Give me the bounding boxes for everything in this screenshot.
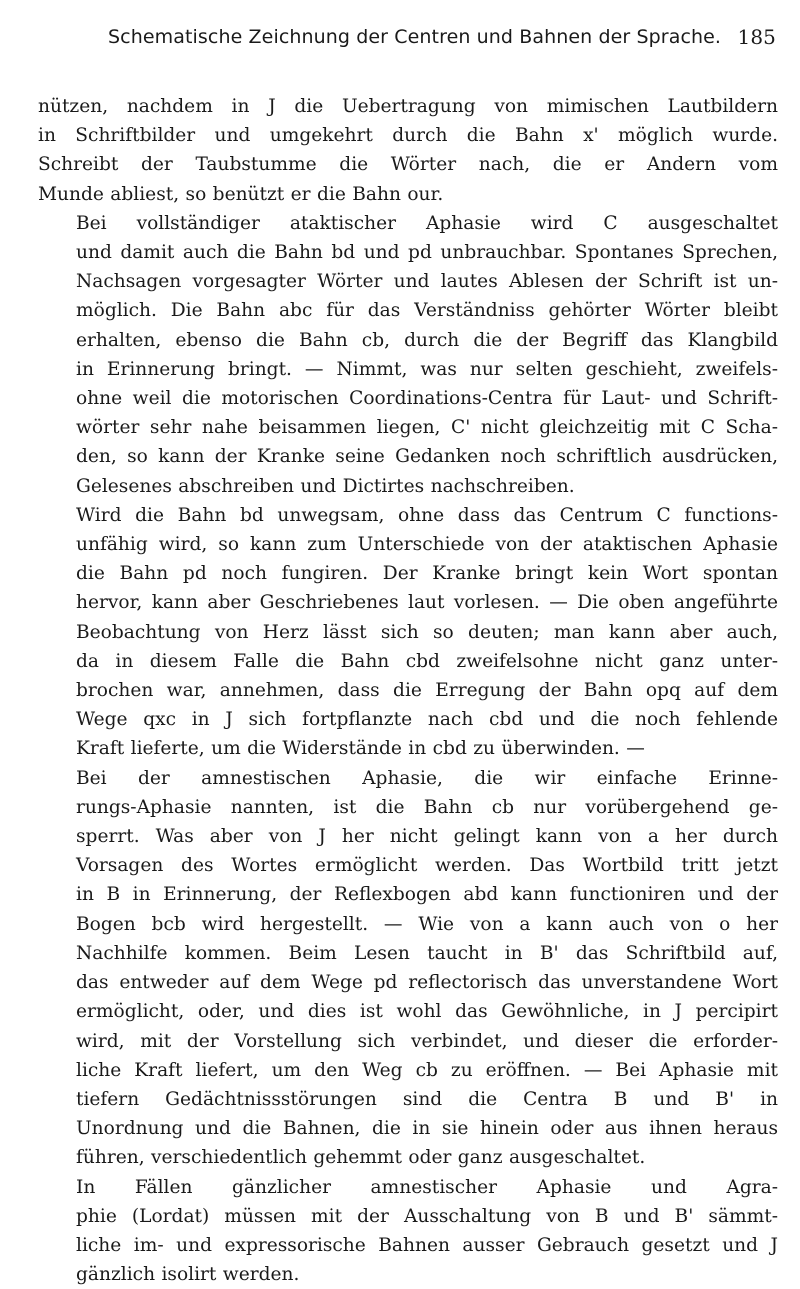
text-line: Munde abliest, so benützt er die Bahn our. bbox=[38, 183, 444, 205]
text-line: möglich. Die Bahn abc für das Verständniss gehörter Wörter bleibt bbox=[76, 300, 778, 322]
text-line: Bogen bcb wird hergestellt. — Wie von a kann auch von o her bbox=[76, 913, 778, 935]
paragraph bbox=[38, 1173, 778, 1289]
text-line: unfähig wird, so kann zum Unterschiede von der ataktischen Aphasie bbox=[76, 534, 778, 556]
paragraph bbox=[38, 92, 778, 209]
text-line: brochen war, annehmen, dass die Erregung der Bahn opq auf dem bbox=[76, 680, 778, 702]
text-line: Unordnung und die Bahnen, die in sie hinein oder aus ihnen heraus bbox=[76, 1118, 778, 1140]
text-line: gänzlich isolirt werden. bbox=[76, 1264, 300, 1286]
text-line: Beobachtung von Herz lässt sich so deuten; man kann aber auch, bbox=[76, 621, 778, 643]
text-line: in Erinnerung bringt. — Nimmt, was nur selten geschieht, zweifels- bbox=[76, 358, 778, 380]
text-line: Schreibt der Taubstumme die Wörter nach, die er Andern vom bbox=[38, 154, 778, 176]
text-line: hervor, kann aber Geschriebenes laut vorlesen. — Die oben angeführte bbox=[76, 592, 778, 614]
text-line: ermöglicht, oder, und dies ist wohl das Gewöhnliche, in J percipirt bbox=[76, 1001, 778, 1023]
text-line: Bei der amnestischen Aphasie, die wir einfache Erinne- bbox=[76, 767, 778, 789]
body-text bbox=[38, 92, 778, 1289]
text-line: liche Kraft liefert, um den Weg cb zu eröffnen. — Bei Aphasie mit bbox=[76, 1059, 778, 1081]
text-line: führen, verschiedentlich gehemmt oder ganz ausgeschaltet. bbox=[76, 1147, 646, 1169]
paragraph bbox=[38, 764, 778, 1173]
text-line: in B in Erinnerung, der Reflexbogen abd kann functioniren und der bbox=[76, 884, 778, 906]
paragraph bbox=[38, 501, 778, 764]
page-number: 185 bbox=[737, 25, 776, 49]
text-line: erhalten, ebenso die Bahn cb, durch die der Begriff das Klangbild bbox=[76, 329, 778, 351]
text-line: Wege qxc in J sich fortpflanzte nach cbd und die noch fehlende bbox=[76, 709, 778, 731]
text-line: rungs-Aphasie nannten, ist die Bahn cb nur vorübergehend ge- bbox=[76, 796, 778, 818]
text-line: tiefern Gedächtnissstörungen sind die Centra B und B' in bbox=[76, 1088, 778, 1110]
text-line: Wird die Bahn bd unwegsam, ohne dass das Centrum C functions- bbox=[76, 504, 778, 526]
text-line: In Fällen gänzlicher amnestischer Aphasie und Agra- bbox=[76, 1176, 778, 1198]
text-line: nützen, nachdem in J die Uebertragung von mimischen Lautbildern bbox=[38, 96, 778, 117]
text-line: den, so kann der Kranke seine Gedanken noch schriftlich ausdrücken, bbox=[76, 446, 778, 468]
text-line: Nachhilfe kommen. Beim Lesen taucht in B' das Schriftbild auf, bbox=[76, 942, 778, 964]
text-line: ohne weil die motorischen Coordinations-Centra für Laut- und Schrift- bbox=[76, 388, 778, 410]
text-line: da in diesem Falle die Bahn cbd zweifelsohne nicht ganz unter- bbox=[76, 650, 778, 672]
text-line: Kraft lieferte, um die Widerstände in cbd zu überwinden. — bbox=[76, 738, 645, 760]
running-head-title: Schematische Zeichnung der Centren und Bahnen der Sprache. bbox=[108, 26, 722, 48]
text-line: und damit auch die Bahn bd und pd unbrauchbar. Spontanes Sprechen, bbox=[76, 242, 778, 264]
running-head bbox=[38, 18, 778, 54]
text-line: wörter sehr nahe beisammen liegen, C' nicht gleichzeitig mit C Scha- bbox=[76, 417, 778, 439]
text-line: phie (Lordat) müssen mit der Ausschaltung von B und B' sämmt- bbox=[76, 1205, 778, 1227]
text-line: in Schriftbilder und umgekehrt durch die Bahn x' möglich wurde. bbox=[38, 125, 778, 147]
book-page bbox=[38, 18, 778, 1289]
text-line: Gelesenes abschreiben und Dictirtes nachschreiben. bbox=[76, 475, 575, 497]
text-line: sperrt. Was aber von J her nicht gelingt kann von a her durch bbox=[76, 826, 778, 848]
text-line: Bei vollständiger ataktischer Aphasie wird C ausgeschaltet bbox=[76, 212, 778, 234]
text-line: das entweder auf dem Wege pd reflectorisch das unverstandene Wort bbox=[76, 972, 778, 994]
text-line: Nachsagen vorgesagter Wörter und lautes Ablesen der Schrift ist un- bbox=[76, 271, 778, 293]
text-line: wird, mit der Vorstellung sich verbindet, und dieser die erforder- bbox=[76, 1030, 778, 1052]
text-line: liche im- und expressorische Bahnen ausser Gebrauch gesetzt und J bbox=[76, 1234, 778, 1256]
text-line: Vorsagen des Wortes ermöglicht werden. Das Wortbild tritt jetzt bbox=[76, 855, 778, 877]
paragraph bbox=[38, 209, 778, 501]
text-line: die Bahn pd noch fungiren. Der Kranke bringt kein Wort spontan bbox=[76, 563, 778, 585]
